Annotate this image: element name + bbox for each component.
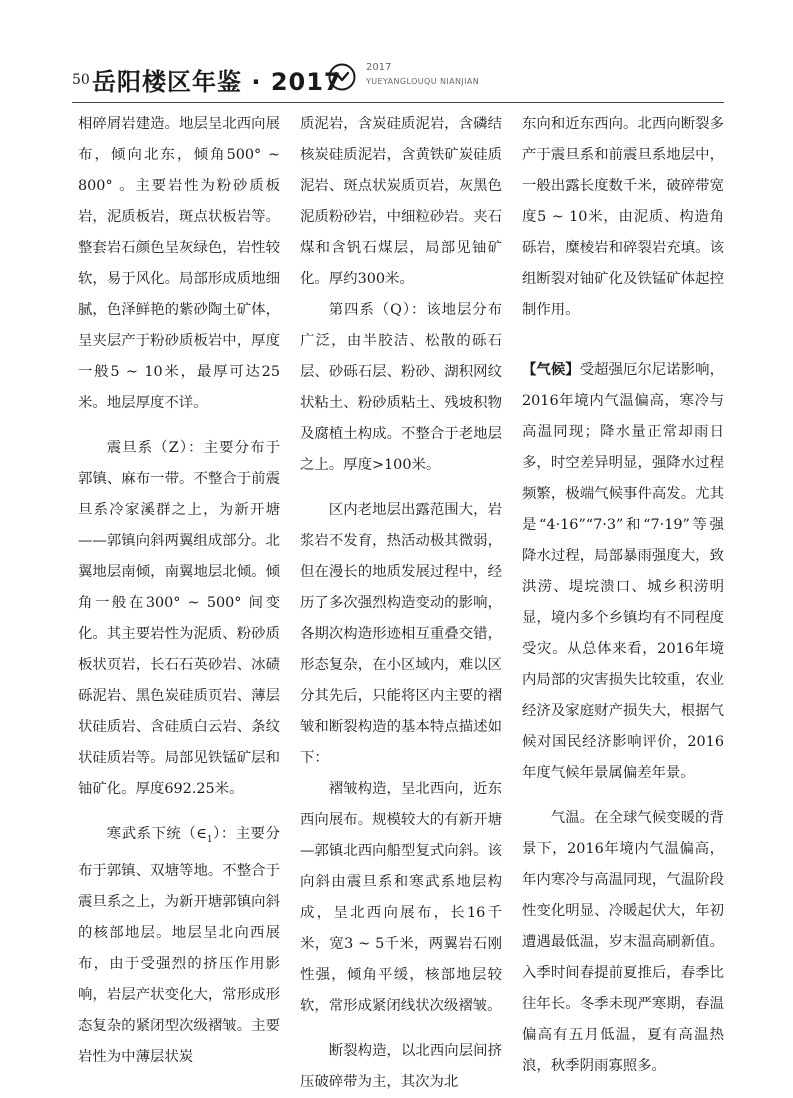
text-column-1 — [78, 109, 280, 1073]
paragraph: 东向和近东西向。北西向断裂多产于震旦系和前震旦系地层中，一般出露长度数千米，破碎带宽度5 ~ 10米，由泥质、构造角砾岩，糜棱岩和碎裂岩充填。该组断裂对铀矿化及铁锰矿体起控制作用。 — [522, 116, 724, 318]
header-pinyin: YUEYANGLOUQU NIANJIAN — [366, 77, 480, 86]
section-tag: 【气候】 — [522, 361, 580, 378]
text-column-2 — [300, 109, 502, 1098]
paragraph — [78, 819, 280, 1073]
down-arrow-circle-icon — [327, 62, 357, 92]
paragraph: 震旦系（Z）：主要分布于郭镇、麻布一带。不整合于前震旦系冷家溪群之上，为新开塘——郭镇向斜两翼组成部分。北翼地层南倾，南翼地层北倾。倾角一般在300° ~ 500° 间变化。其主要岩性为泥质、粉砂质板状页岩，长石石英砂岩、冰碛砾泥岩、黑色炭硅质页岩、薄层状硅质岩、含硅质白云岩、条纹状硅质岩等。局部见铁锰矿层和铀矿化。厚度692.25米。 — [78, 440, 280, 797]
text-span: 受超强厄尔尼诺影响，2016年境内气温偏高，寒冷与高温同现；降水量正常却雨日多，时空差异明显，强降水过程频繁，极端气候事件高发。尤其是“4·16”“7·3”和“7·19”等强降水过程，局部暴雨强度大，致洪涝、堤垸溃口、城乡积涝明显，境内多个乡镇均有不同程度受灾。从总体来看，2016年境内局部的灾害损失比较重，农业经济及家庭财产损失大，根据气候对国民经济影响评价，2016年度气候年景属偏差年景。 — [522, 362, 724, 781]
climate-paragraph — [522, 354, 724, 789]
text-column-3 — [522, 109, 724, 1082]
text-span: 寒武系下统（∈ — [106, 826, 207, 842]
header-year: 2017 — [366, 62, 392, 73]
paragraph: 褶皱构造，呈北西向，近东西向展布。规模较大的有新开塘—郭镇北西向船型复式向斜。该向斜由震旦系和寒武系地层构成，呈北西向展布，长16千米，宽3 ~ 5千米，两翼岩石刚性强，倾角平缓，核部地层较软，常形成紧闭线状次级褶皱。 — [300, 781, 502, 1014]
paragraph: 相碎屑岩建造。地层呈北西向展布，倾向北东，倾角500° ~ 800° 。主要岩性为粉砂质板岩，泥质板岩，斑点状板岩等。整套岩石颜色呈灰绿色，岩性较软，易于风化。局部形成质地细腻，色泽鲜艳的紫砂陶土矿体，呈夹层产于粉砂质板岩中，厚度一般5 ~ 10米，最厚可达25米。地层厚度不详。 — [78, 116, 280, 411]
page-header — [0, 56, 793, 106]
yearbook-title: 岳阳楼区年鉴 · 2017 — [92, 68, 342, 96]
paragraph: 断裂构造，以北西向层间挤压破碎带为主，其次为北 — [300, 1043, 502, 1090]
paragraph: 质泥岩，含炭硅质泥岩，含磷结核炭硅质泥岩，含黄铁矿炭硅质泥岩、斑点状炭质页岩，灰黑色泥质粉砂岩，中细粒砂岩。夹石煤和含钒石煤层，局部见铀矿化。厚约300米。 — [300, 116, 502, 287]
page-number: 50 — [72, 72, 90, 88]
paragraph: 气温。在全球气候变暖的背景下，2016年境内气温偏高，年内寒冷与高温同现，气温阶段性变化明显、冷暖起伏大，年初遭遇最低温，岁末温高刷新值。入季时间春提前夏推后，春季比往年长。冬季未现严寒期，春温偏高有五月低温，夏有高温热浪，秋季阴雨寡照多。 — [522, 810, 724, 1074]
paragraph: 第四系（Q）：该地层分布广泛，由半胶洁、松散的砾石层、砂砾石层、粉砂、湖积网纹状粘土、粉砂质粘土、残坡积物及腐植土构成。不整合于老地层之上。厚度>100米。 — [300, 302, 502, 473]
paragraph: 区内老地层出露范围大，岩浆岩不发育，热活动极其微弱，但在漫长的地质发展过程中，经历了多次强烈构造变动的影响，各期次构造形迹相互重叠交错，形态复杂，在小区域内，难以区分其先后，只能将区内主要的褶皱和断裂构造的基本特点描述如下： — [300, 502, 502, 766]
subscript: 1 — [206, 834, 213, 845]
header-rule — [72, 102, 724, 103]
text-span: ）：主要分布于郭镇、双塘等地。不整合于震旦系之上，为新开塘郭镇向斜的核部地层。地层呈北向西展布，由于受强烈的挤压作用影响，岩层产状变化大，常形成形态复杂的紧闭型次级褶皱。主要岩性为中薄层状炭 — [78, 826, 280, 1065]
